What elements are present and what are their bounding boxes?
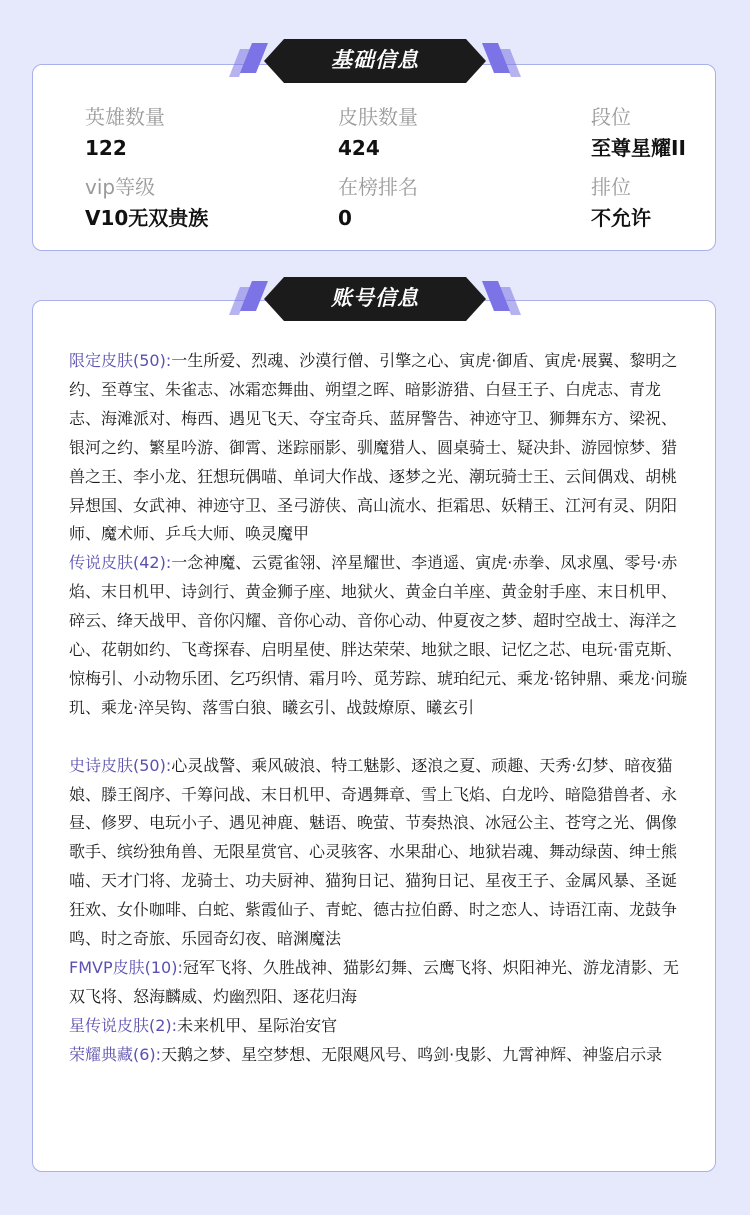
skin-category-items: 心灵战警、乘风破浪、特工魅影、逐浪之夏、顽趣、天秀·幻梦、暗夜猫娘、滕王阁序、千筹问战、末日机甲、奇遇舞章、雪上飞焰、白龙吟、暗隐猎兽者、永昼、修罗、电玩小子、遇见神鹿、魅语、晚萤、节奏热浪、冰冠公主、苍穹之光、偶像歌手、缤纷独角兽、无限星赏官、心灵骇客、水果甜心、地狱岩魂、舞动绿茵、绅士熊喵、天才门将、龙骑士、功夫厨神、猫狗日记、猫狗日记、星夜王子、金属风暴、圣诞狂欢、女仆咖啡、白蛇、紫霞仙子、青蛇、德古拉伯爵、时之恋人、诗语江南、龙鼓争鸣、时之奇旅、乐园奇幻夜、暗渊魔法 (69, 755, 678, 949)
skin-category-label: 传说皮肤(42): (69, 553, 172, 573)
skin-category-label: 史诗皮肤(50): (69, 755, 172, 775)
section-spacer (69, 723, 689, 752)
skin-category-items: 一念神魔、云霓雀翎、淬星耀世、李逍遥、寅虎·赤拳、凤求凰、零号·赤焰、末日机甲、诗剑行、黄金狮子座、地狱火、黄金白羊座、黄金射手座、末日机甲、碎云、绛天战甲、音你闪耀、音你心动、音你心动、仲夏夜之梦、超时空战士、海洋之心、花朝如约、飞鸢探春、启明星使、胖达荣荣、地狱之眼、记忆之芯、电玩·雷克斯、惊梅引、小动物乐团、乞巧织情、霜月吟、觅芳踪、琥珀纪元、乘龙·铭钟鼎、乘龙·问璇玑、乘龙·淬吴钩、落雪白狼、曦玄引、战鼓燎原、曦玄引 (69, 553, 688, 717)
leaderboard-rank-label: 在榜排名 (338, 175, 418, 199)
leaderboard-rank-cell (338, 173, 418, 232)
skin-category-items: 冠军飞将、久胜战神、猫影幻舞、云鹰飞将、炽阳神光、游龙清影、无双飞将、怒海麟威、灼幽烈阳、逐花归海 (69, 958, 679, 1006)
skin-group-star-legend (69, 1012, 689, 1041)
skin-category-items: 未来机甲、星际治安官 (177, 1015, 338, 1035)
skin-category-items: 天鹅之梦、星空梦想、无限飓风号、鸣剑·曳影、九霄神辉、神鉴启示录 (161, 1044, 663, 1064)
ranked-mode-cell (591, 173, 651, 232)
skin-group-epic (69, 752, 689, 954)
vip-level-label: vip等级 (85, 175, 156, 199)
vip-level-value: V10无双贵族 (85, 206, 209, 230)
basic-info-card (32, 64, 716, 251)
vip-level-cell (85, 173, 208, 232)
rank-tier-label: 段位 (591, 105, 631, 129)
skin-category-label: 荣耀典藏(6): (69, 1044, 162, 1064)
skin-category-label: FMVP皮肤(10): (69, 958, 183, 978)
skin-group-legend (69, 549, 689, 722)
hero-count-label: 英雄数量 (85, 105, 165, 129)
basic-info-banner (0, 37, 750, 85)
skin-category-label: 限定皮肤(50): (69, 351, 172, 370)
skin-count-value: 424 (338, 136, 380, 160)
basic-info-title: 基础信息 (331, 48, 419, 72)
skin-count-cell (338, 103, 418, 162)
account-info-banner (0, 275, 750, 323)
rank-tier-cell (591, 103, 686, 162)
account-info-card (32, 300, 716, 1172)
skin-group-limited (69, 347, 689, 549)
hero-count-cell (85, 103, 165, 162)
rank-tier-value: 至尊星耀II (591, 136, 686, 160)
skin-group-honor-collection (69, 1041, 689, 1070)
leaderboard-rank-value: 0 (338, 206, 352, 230)
skin-category-items: 一生所爱、烈魂、沙漠行僧、引擎之心、寅虎·御盾、寅虎·展翼、黎明之约、至尊宝、朱雀志、冰霜恋舞曲、朔望之晖、暗影游猎、白昼王子、白虎志、青龙志、海滩派对、梅西、遇见飞天、夺宝奇兵、蓝屏警告、神迹守卫、狮舞东方、梁祝、银河之约、繁星吟游、御霄、迷踪丽影、驯魔猎人、圆桌骑士、疑决卦、游园惊梦、猎兽之王、李小龙、狂想玩偶喵、单词大作战、逐梦之光、潮玩骑士王、云间偶戏、胡桃异想国、女武神、神迹守卫、圣弓游侠、高山流水、拒霜思、妖精王、江河有灵、阴阳师、魔术师、乒乓大师、唤灵魔甲 (69, 351, 678, 544)
ranked-mode-value: 不允许 (591, 206, 651, 230)
account-info-title: 账号信息 (331, 286, 419, 310)
hero-count-value: 122 (85, 136, 127, 160)
skin-group-fmvp (69, 954, 689, 1012)
skin-category-label: 星传说皮肤(2): (69, 1015, 178, 1035)
skin-list (69, 347, 689, 1070)
skin-count-label: 皮肤数量 (338, 105, 418, 129)
ranked-mode-label: 排位 (591, 175, 631, 199)
